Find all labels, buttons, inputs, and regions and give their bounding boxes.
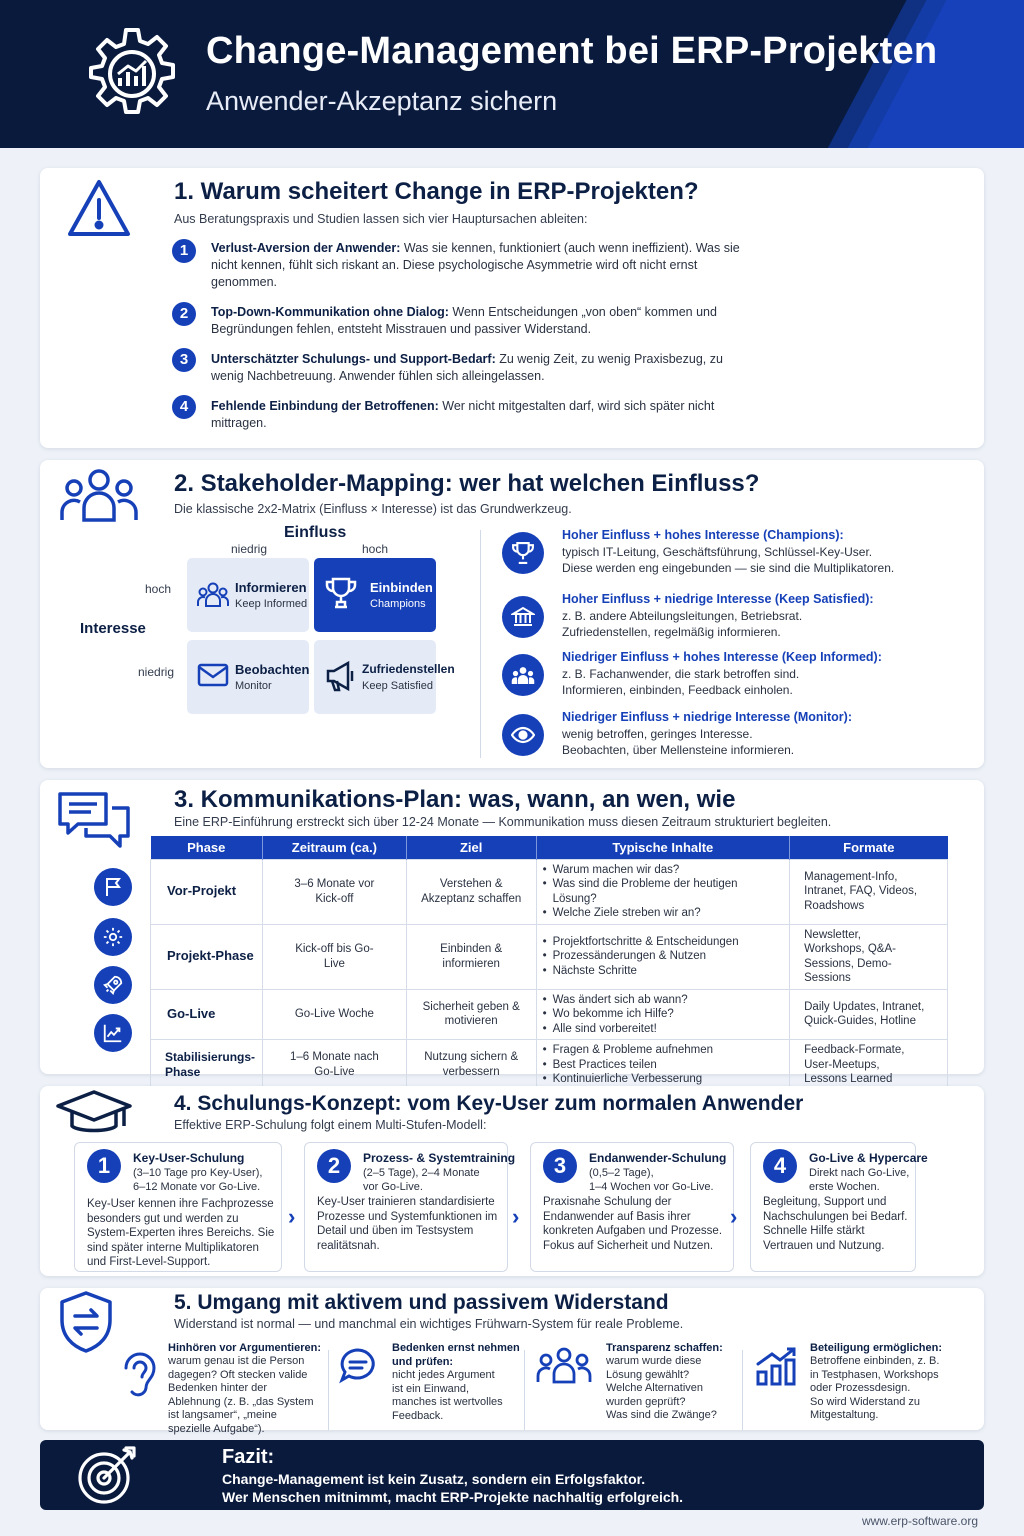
megaphone-icon [324, 660, 358, 692]
conclusion-line: Change-Management ist kein Zusatz, sondern ein Erfolgsfaktor. [222, 1471, 646, 1487]
step-title: Endanwender-Schulung [589, 1151, 727, 1165]
eye-icon [511, 723, 535, 747]
matrix-cell-subtitle: Monitor [235, 680, 272, 692]
tip-title: Bedenken ernst nehmen und prüfen: [392, 1342, 520, 1368]
conclusion-line: Wer Menschen mitnimmt, macht ERP-Projekte nachhaltig erfolgreich. [222, 1489, 684, 1505]
step-subtitle: Direkt nach Go-Live, erste Wochen. [809, 1167, 910, 1193]
trophy-icon [511, 541, 535, 565]
chevron-right-icon: › [512, 1204, 520, 1229]
column-header: Formate [790, 836, 948, 859]
trend-chart-icon-badge [94, 1014, 132, 1052]
tip-description: warum wurde diese Lösung gewählt? Welche Alternativen wurden geprüft? Was sind die Zwänge? [606, 1355, 717, 1421]
gear-icon [102, 926, 124, 948]
column-divider [742, 1350, 743, 1430]
training-step [750, 1142, 928, 1272]
chat-bubbles-icon [56, 790, 132, 854]
step-subtitle: (2–5 Tage), 2–4 Monate vor Go-Live. [363, 1167, 480, 1193]
step-number: 2 [317, 1149, 351, 1183]
number-badge: 2 [172, 302, 196, 326]
tip-title: Transparenz schaffen: [606, 1342, 723, 1354]
people-group-icon [197, 580, 229, 608]
table-row [151, 989, 948, 1040]
trend-chart-icon [102, 1022, 124, 1044]
section-causes [40, 168, 984, 448]
header-banner [0, 0, 1024, 148]
time-cell: Kick-off bis Go-Live [262, 924, 406, 989]
content-cell: • Was ändert sich ab wann? • Wo bekomme ich Hilfe? • Alle sind vorbereitet! [536, 989, 790, 1040]
communication-plan-table [150, 836, 948, 1091]
formats-cell: Daily Updates, Intranet, Quick-Guides, Hotline [790, 989, 948, 1040]
column-header: Ziel [406, 836, 536, 859]
step-subtitle: (3–10 Tage pro Key-User), 6–12 Monate vor Go-Live. [133, 1167, 263, 1193]
section-intro: Die klassische 2x2-Matrix (Einfluss × Interesse) ist das Grundwerkzeug. [174, 502, 572, 516]
column-header: Zeitraum (ca.) [262, 836, 406, 859]
growth-chart-icon [754, 1346, 798, 1386]
matrix-y-axis-label: Interesse [80, 620, 146, 637]
chevron-right-icon: › [288, 1204, 296, 1229]
rocket-icon [102, 974, 124, 996]
section-title: 2. Stakeholder-Mapping: wer hat welchen Einfluss? [174, 470, 760, 497]
conclusion-title: Fazit: [222, 1446, 275, 1468]
stakeholder-group-title: Hoher Einfluss + hohes Interesse (Champions): [562, 528, 844, 542]
time-cell: 1–6 Monate nach Go-Live [262, 1040, 406, 1091]
phase-cell: Vor-Projekt [151, 859, 263, 924]
goal-cell: Einbinden & informieren [406, 924, 536, 989]
formats-cell: Newsletter, Workshops, Q&A-Sessions, Demo-Sessions [790, 924, 948, 989]
matrix-cell-keep-satisfied [314, 640, 455, 714]
section-intro: Eine ERP-Einführung erstreckt sich über 12-24 Monate — Kommunikation muss diesen Zeitraum strukturiert begleiten. [174, 815, 832, 829]
goal-cell: Nutzung sichern & verbessern [406, 1040, 536, 1091]
footer-url: www.erp-software.org [861, 1514, 978, 1528]
step-subtitle: (0,5–2 Tage), 1–4 Wochen vor Go-Live. [589, 1167, 714, 1193]
number-badge: 1 [172, 239, 196, 263]
number-badge: 4 [172, 395, 196, 419]
page-title: Change-Management bei ERP-Projekten [206, 30, 938, 72]
matrix-y-low-label: niedrig [138, 665, 175, 679]
table-row [151, 859, 948, 924]
table-header-row [151, 836, 948, 859]
section-title: 5. Umgang mit aktivem und passivem Widerstand [174, 1291, 669, 1314]
matrix-cell-title: Beobachten [235, 662, 310, 677]
goal-cell: Sicherheit geben & motivieren [406, 989, 536, 1040]
content-cell: • Warum machen wir das? • Was sind die Probleme der heutigen Lösung? • Welche Ziele streben wir an? [536, 859, 790, 924]
cause-item: Verlust-Aversion der Anwender: Was sie kennen, funktioniert (auch wenn ineffizient). Was sie nicht kennen, fühlt sich riskant an. Diese psychologische Asymmetrie wird oft nicht ernst genommen. [211, 241, 740, 289]
goal-cell: Verstehen & Akzeptanz schaffen [406, 859, 536, 924]
column-divider [328, 1350, 329, 1430]
trophy-icon [324, 576, 358, 610]
section-communication [40, 780, 984, 1085]
gear-icon-badge [94, 918, 132, 956]
matrix-cell-title: Einbinden [370, 580, 433, 595]
training-step [74, 1142, 282, 1272]
step-number: 1 [87, 1149, 121, 1183]
section-title: 4. Schulungs-Konzept: vom Key-User zum normalen Anwender [174, 1092, 804, 1115]
number-badge: 3 [172, 348, 196, 372]
training-step [530, 1142, 734, 1272]
matrix-cell-monitor [187, 640, 309, 714]
chevron-right-icon: › [730, 1204, 738, 1229]
institution-icon [511, 605, 535, 629]
page-subtitle: Anwender-Akzeptanz sichern [206, 86, 558, 116]
cause-item: Top-Down-Kommunikation ohne Dialog: Wenn Entscheidungen „von oben“ kommen und Begründungen fehlen, entsteht Misstrauen und passiver Widerstand. [211, 305, 717, 336]
matrix-cell-subtitle: Keep Satisfied [362, 680, 433, 692]
column-header: Typische Inhalte [536, 836, 790, 859]
cause-item: Fehlende Einbindung der Betroffenen: Wer nicht mitgestalten darf, wird sich später nicht mittragen. [211, 399, 715, 430]
speech-bubble-icon [338, 1346, 378, 1386]
step-description: Begleitung, Support und Nachschulungen bei Bedarf. Schnelle Hilfe stärkt Vertrauen und Nutzung. [763, 1196, 908, 1252]
tip-description: warum genau ist die Person dagegen? Oft stecken valide Bedenken hinter der Ablehnung (z. B. „das System ist langsamer“, „meine spezielle Aufgabe“). [168, 1355, 314, 1435]
stakeholder-group-title: Niedriger Einfluss + niedrige Interesse (Monitor): [562, 710, 852, 724]
gear-chart-icon [82, 24, 182, 124]
stakeholder-group-title: Niedriger Einfluss + hohes Interesse (Keep Informed): [562, 650, 882, 664]
people-group-icon [60, 466, 138, 524]
matrix-cell-title: Zufriedenstellen [362, 662, 455, 676]
stakeholder-group-desc: z. B. andere Abteilungsleitungen, Betriebsrat. Zufriedenstellen, regelmäßig informieren. [562, 609, 803, 639]
flag-icon-badge [94, 868, 132, 906]
formats-cell: Feedback-Formate, User-Meetups, Lessons Learned [790, 1040, 948, 1091]
section-intro: Aus Beratungspraxis und Studien lassen sich vier Hauptursachen ableiten: [174, 212, 588, 226]
rocket-icon-badge [94, 966, 132, 1004]
section-resistance [40, 1288, 984, 1435]
ear-icon [120, 1350, 160, 1402]
eye-icon-badge [502, 714, 544, 756]
matrix-cell-subtitle: Champions [370, 598, 426, 610]
matrix-x-high-label: hoch [362, 542, 389, 556]
time-cell: Go-Live Woche [262, 989, 406, 1040]
phase-cell: Projekt-Phase [151, 924, 263, 989]
table-row [151, 924, 948, 989]
formats-cell: Management-Info, Intranet, FAQ, Videos, Roadshows [790, 859, 948, 924]
column-header: Phase [151, 836, 263, 859]
stakeholder-group-desc: z. B. Fachanwender, die stark betroffen sind. Informieren, einbinden, Feedback einholen. [562, 667, 800, 697]
step-title: Key-User-Schulung [133, 1151, 245, 1165]
people-group-icon [536, 1346, 592, 1386]
vertical-divider [480, 530, 481, 758]
step-number: 4 [763, 1149, 797, 1183]
training-step [304, 1142, 516, 1272]
people-icon-badge [502, 654, 544, 696]
trophy-icon-badge [502, 532, 544, 574]
phase-cell: Stabilisierungs-Phase [151, 1040, 263, 1091]
cause-item: Unterschätzter Schulungs- und Support-Bedarf: Zu wenig Zeit, zu wenig Praxisbezug, zu wenig Nachbetreuung. Anwender fühlen sich alleingelassen. [211, 352, 723, 383]
tip-description: nicht jedes Argument ist ein Einwand, manches ist wertvolles Feedback. [392, 1369, 503, 1422]
step-description: Praxisnahe Schulung der Endanwender auf Basis ihrer konkreten Aufgaben und Prozesse. Fokus auf Sicherheit und Nutzen. [543, 1196, 723, 1252]
target-arrow-icon [74, 1446, 140, 1506]
graduation-cap-icon [56, 1090, 132, 1138]
shield-exchange-icon [58, 1290, 114, 1354]
warning-icon [66, 178, 132, 238]
section-title: 3. Kommunikations-Plan: was, wann, an wen, wie [174, 786, 736, 813]
stakeholder-group-title: Hoher Einfluss + niedrige Interesse (Keep Satisfied): [562, 592, 874, 606]
step-description: Key-User kennen ihre Fachprozesse besonders gut und werden zu System-Experten ihres Bereichs. Sie sind später interne Multiplikatoren und First-Level-Support. [87, 1198, 275, 1268]
tip-title: Beteiligung ermöglichen: [810, 1342, 943, 1354]
flag-icon [102, 876, 124, 898]
matrix-cell-champions [314, 558, 436, 632]
section-title: 1. Warum scheitert Change in ERP-Projekten? [174, 178, 699, 205]
step-number: 3 [543, 1149, 577, 1183]
institution-icon-badge [502, 596, 544, 638]
step-title: Prozess- & Systemtraining [363, 1151, 516, 1165]
section-training [40, 1086, 984, 1276]
stakeholder-group-desc: wenig betroffen, geringes Interesse. Beobachten, über Mellensteine informieren. [562, 727, 795, 757]
content-cell: • Fragen & Probleme aufnehmen • Best Practices teilen • Kontinuierliche Verbesserung [536, 1040, 790, 1091]
matrix-cell-subtitle: Keep Informed [235, 598, 308, 610]
tip-title: Hinhören vor Argumentieren: [168, 1342, 321, 1354]
content-cell: • Projektfortschritte & Entscheidungen • Prozessänderungen & Nutzen • Nächste Schritte [536, 924, 790, 989]
phase-cell: Go-Live [151, 989, 263, 1040]
step-title: Go-Live & Hypercare [809, 1151, 928, 1165]
stakeholder-group-desc: typisch IT-Leitung, Geschäftsführung, Schlüssel-Key-User. Diese werden eng eingebunden — sie sind die Multiplikatoren. [562, 545, 895, 575]
tip-description: Betroffene einbinden, z. B. in Testphasen, Workshops oder Prozessdesign. So wird Widerstand zu Mitgestaltung. [810, 1355, 940, 1421]
section-intro: Effektive ERP-Schulung folgt einem Multi-Stufen-Modell: [174, 1118, 487, 1132]
matrix-cell-title: Informieren [235, 580, 307, 595]
table-row [151, 1040, 948, 1091]
people-group-icon [511, 663, 535, 687]
column-divider [524, 1350, 525, 1430]
matrix-cell-keep-informed [187, 558, 309, 632]
matrix-x-axis-label: Einfluss [284, 524, 347, 541]
step-description: Key-User trainieren standardisierte Prozesse und Systemfunktionen im Detail und üben im Testsystem realitätsnah. [317, 1196, 498, 1252]
envelope-icon [197, 662, 229, 688]
time-cell: 3–6 Monate vor Kick-off [262, 859, 406, 924]
conclusion-banner [40, 1440, 984, 1510]
matrix-x-low-label: niedrig [231, 542, 268, 556]
section-intro: Widerstand ist normal — und manchmal ein wichtiges Frühwarn-System für reale Probleme. [174, 1317, 684, 1331]
section-stakeholder [40, 460, 984, 768]
matrix-y-high-label: hoch [145, 582, 172, 596]
